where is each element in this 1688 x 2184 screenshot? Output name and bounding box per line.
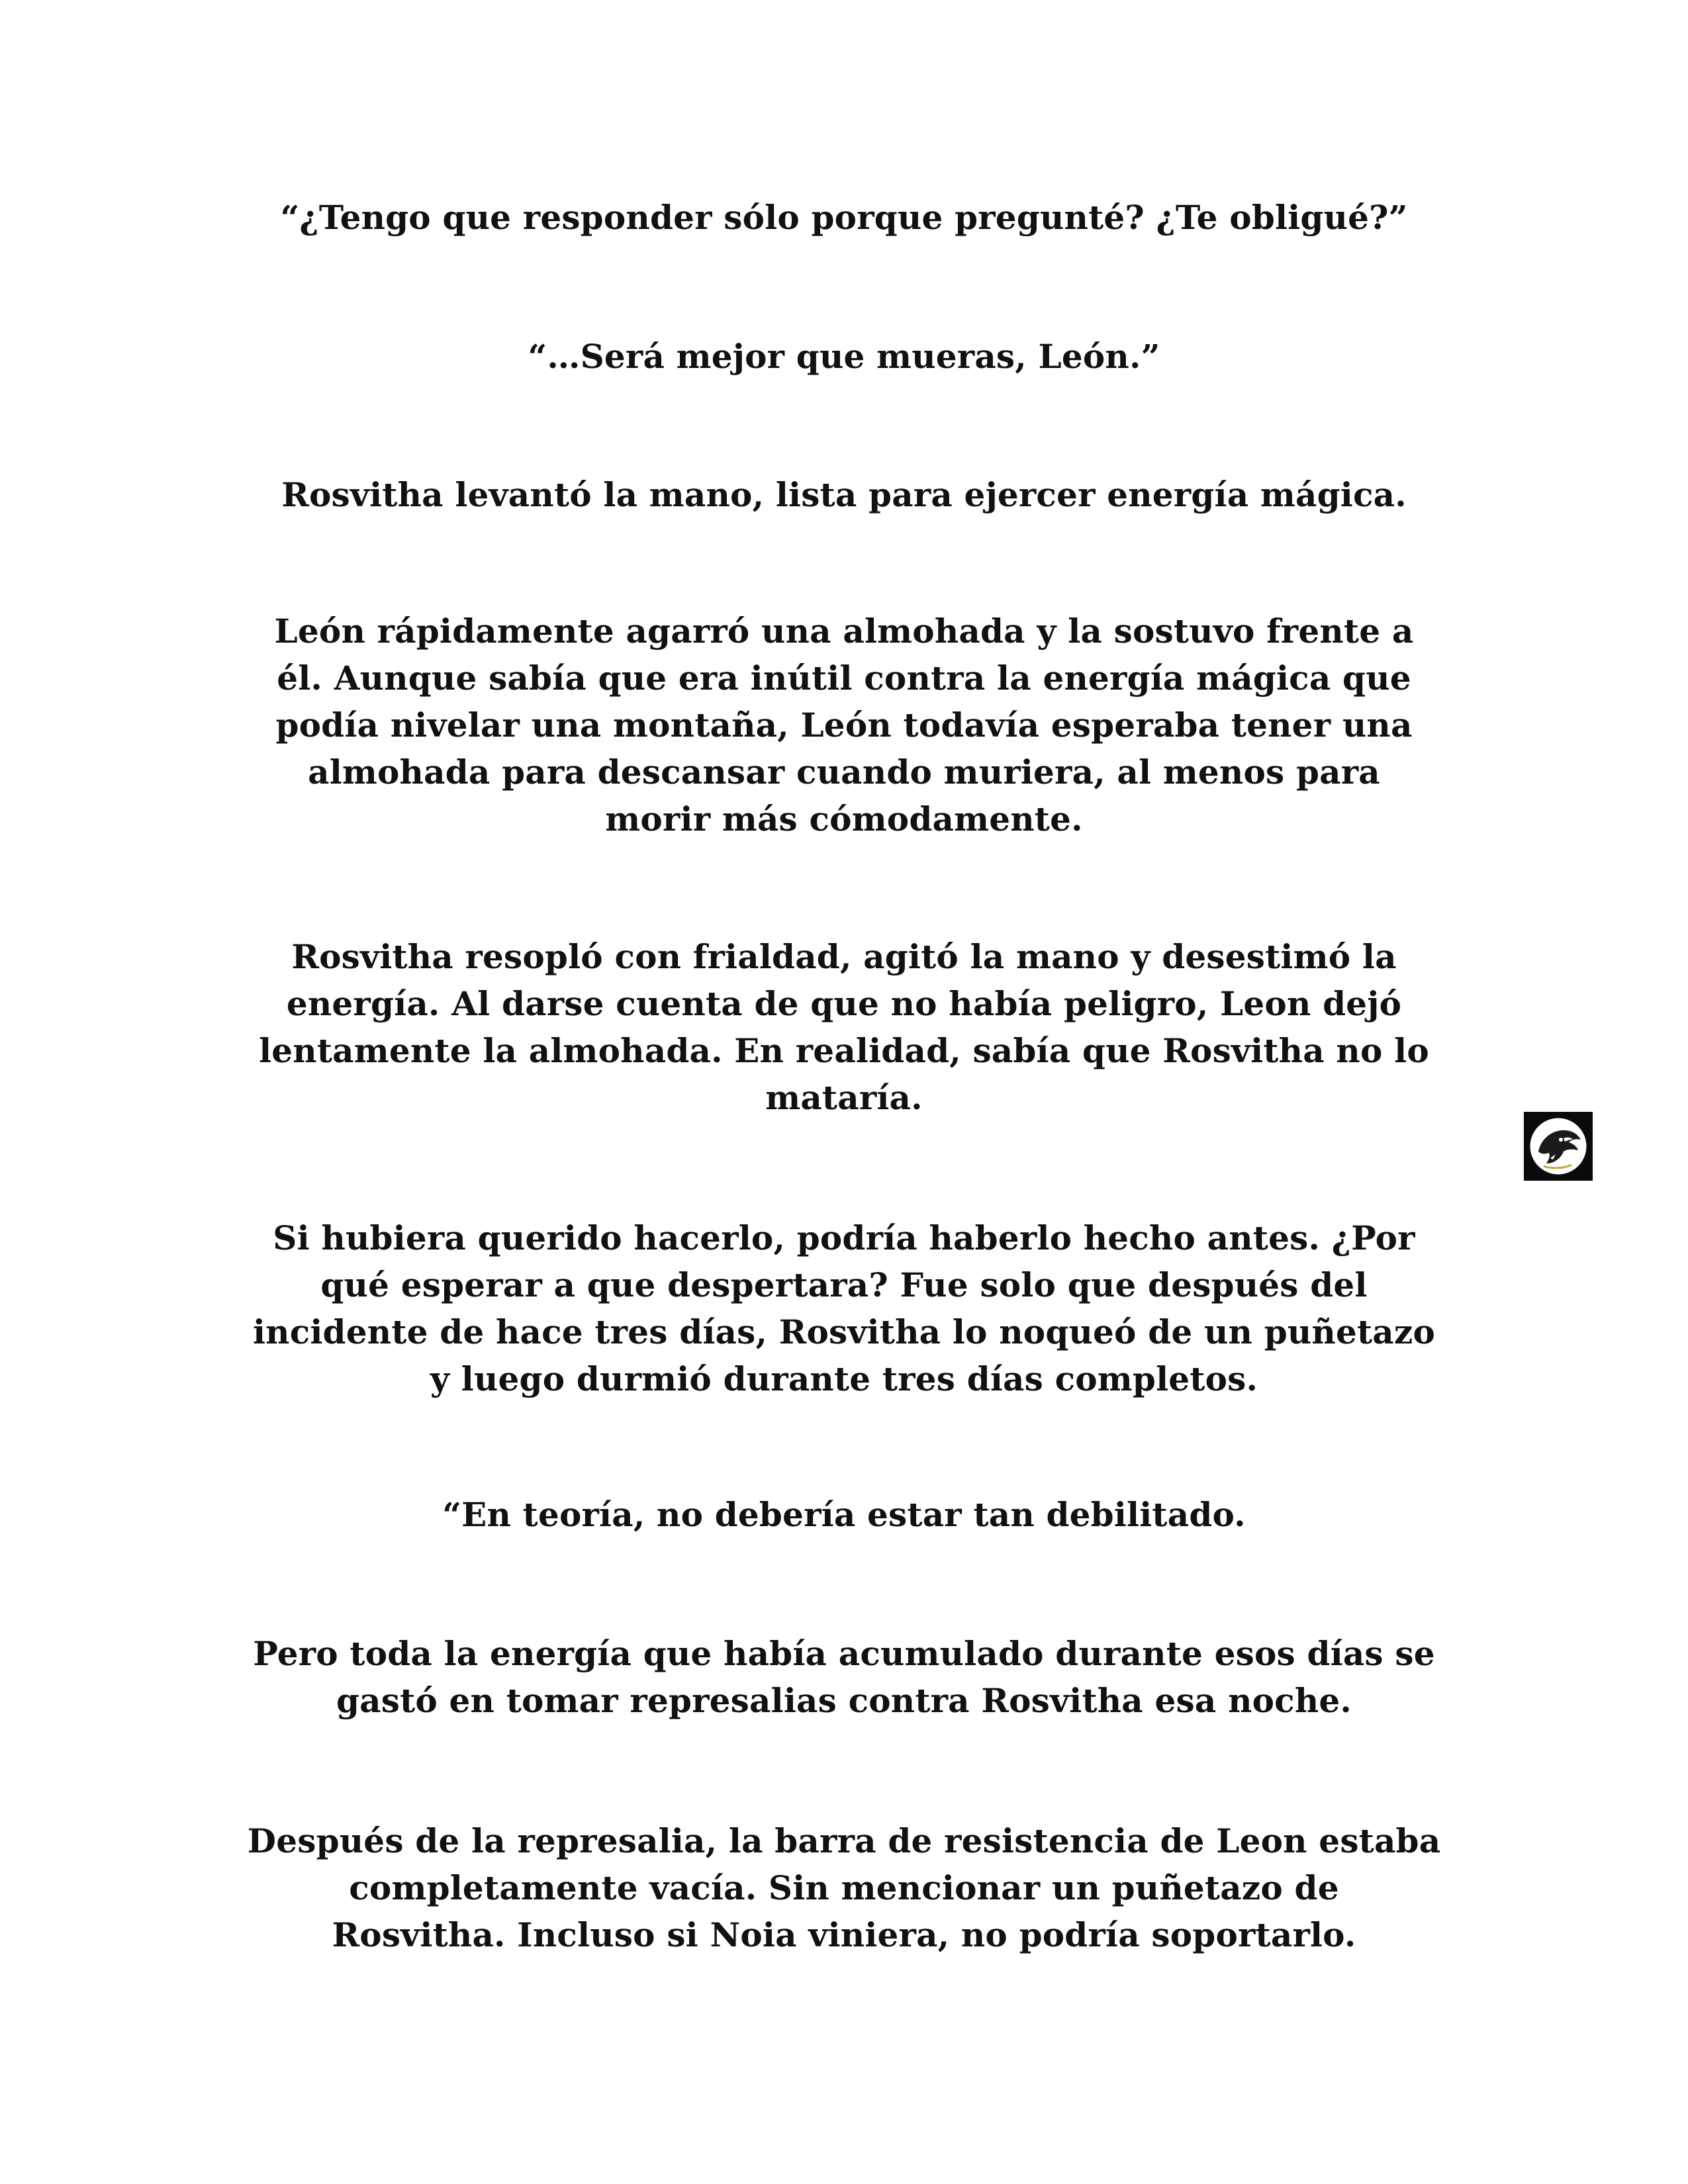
paragraph-line: gastó en tomar represalias contra Rosvitha esa noche. [336,1681,1352,1720]
paragraph-line: “…Será mejor que mueras, León.” [528,337,1160,376]
paragraph-line: Pero toda la energía que había acumulado durante esos días se [253,1634,1435,1673]
paragraph-line: lentamente la almohada. En realidad, sabía que Rosvitha no lo [259,1031,1429,1070]
paragraph-6 [218,1214,1470,1402]
paragraph-line: Después de la represalia, la barra de resistencia de Leon estaba [247,1821,1441,1860]
paragraph-line: completamente vacía. Sin mencionar un puñetazo de [349,1868,1339,1907]
paragraph-line: él. Aunque sabía que era inútil contra la energía mágica que [277,659,1411,698]
paragraph-5 [218,933,1470,1121]
paragraph-line: y luego durmió durante tres días completos. [430,1359,1258,1398]
dragon-logo-icon [1524,1112,1593,1181]
paragraph-line: incidente de hace tres días, Rosvitha lo noqueó de un puñetazo [252,1312,1436,1351]
paragraph-1 [218,194,1470,241]
paragraph-line: Rosvitha. Incluso si Noia viniera, no podría soportarlo. [332,1915,1356,1954]
paragraph-9 [218,1817,1470,1958]
paragraph-line: Rosvitha levantó la mano, lista para ejercer energía mágica. [281,475,1407,514]
paragraph-line: qué esperar a que despertara? Fue solo que después del [320,1265,1368,1304]
paragraph-line: mataría. [765,1078,923,1117]
paragraph-line: podía nivelar una montaña, León todavía esperaba tener una [275,705,1413,745]
paragraph-4 [218,608,1470,842]
paragraph-line: “¿Tengo que responder sólo porque pregunté? ¿Te obligué?” [280,198,1408,237]
paragraph-line: Rosvitha resopló con frialdad, agitó la mano y desestimó la [291,937,1397,976]
paragraph-line: energía. Al darse cuenta de que no había peligro, Leon dejó [286,984,1402,1023]
paragraph-8 [218,1630,1470,1724]
paragraph-7 [218,1491,1470,1538]
paragraph-line: Si hubiera querido hacerlo, podría haberlo hecho antes. ¿Por [273,1218,1415,1257]
paragraph-line: morir más cómodamente. [605,799,1083,839]
paragraph-line: “En teoría, no debería estar tan debilitado. [442,1495,1246,1534]
paragraph-2 [218,333,1470,380]
paragraph-line: León rápidamente agarró una almohada y la sostuvo frente a [274,612,1414,651]
paragraph-3 [218,471,1470,518]
paragraph-line: almohada para descansar cuando muriera, al menos para [308,752,1380,792]
